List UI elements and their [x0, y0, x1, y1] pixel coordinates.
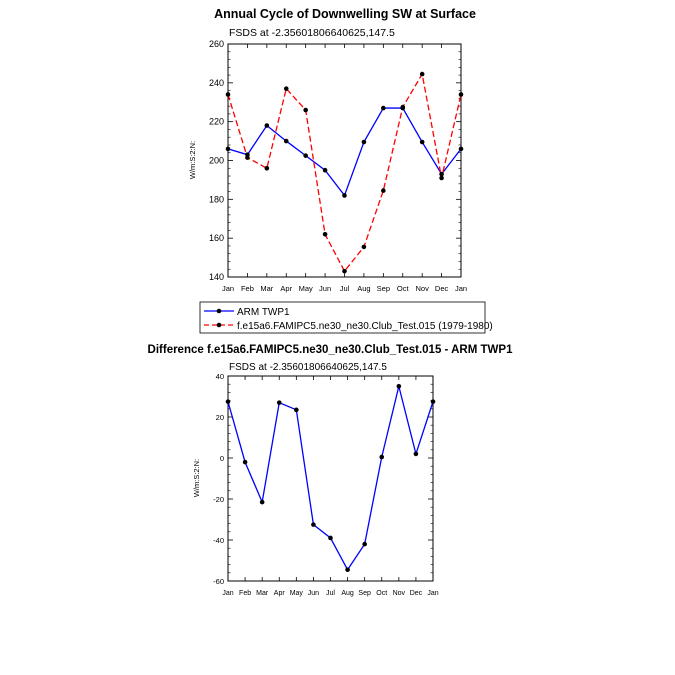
x-tick-label: May	[289, 590, 303, 597]
y-axis-label: W/m:S:2:N:	[192, 458, 201, 498]
data-point	[226, 399, 231, 404]
data-point	[328, 536, 333, 541]
x-tick-label: Apr	[273, 590, 285, 597]
data-point	[459, 92, 464, 97]
x-tick-label: Dec	[409, 590, 423, 597]
y-tick-label: -60	[213, 577, 224, 586]
data-point	[265, 166, 270, 171]
y-axis-label: W/m:S:2:N:	[188, 140, 197, 180]
chart-subtitle: FSDS at -2.35601806640625,147.5	[229, 27, 395, 39]
series-lines	[228, 74, 461, 271]
x-tick-label: Sep	[358, 590, 371, 597]
y-tick-label: 260	[208, 39, 224, 49]
y-tick-label: 20	[215, 413, 224, 422]
y-tick-label: 220	[208, 116, 224, 127]
legend-marker-arm	[217, 309, 222, 314]
y-tick-label: -20	[213, 495, 224, 504]
data-point	[265, 123, 270, 128]
x-tick-label: Aug	[341, 590, 354, 597]
axis-ticks	[209, 39, 467, 293]
y-tick-label: 160	[208, 233, 224, 244]
x-tick-label: Feb	[239, 590, 252, 597]
x-tick-label: Mar	[256, 590, 269, 597]
legend-label-arm: ARM TWP1	[237, 307, 290, 318]
data-point	[362, 140, 367, 145]
series-line-0	[228, 386, 433, 569]
data-point	[342, 269, 347, 274]
x-tick-label: Nov	[392, 590, 406, 597]
y-tick-label: 200	[208, 155, 224, 166]
x-tick-label: Jun	[307, 590, 320, 597]
data-point	[362, 245, 367, 250]
data-point	[397, 384, 402, 389]
series-points	[226, 72, 464, 274]
x-tick-label: Apr	[280, 284, 293, 293]
data-point	[243, 460, 248, 465]
x-tick-label: Jun	[319, 284, 332, 293]
data-point	[284, 86, 289, 91]
x-tick-label: Nov	[415, 284, 429, 293]
data-point	[303, 108, 308, 113]
data-point	[431, 399, 436, 404]
legend-marker-model	[217, 323, 222, 328]
legend	[200, 302, 493, 333]
data-point	[226, 147, 231, 152]
data-point	[284, 139, 289, 144]
axis-ticks	[213, 372, 439, 597]
y-tick-label: 0	[219, 454, 224, 463]
panel-annual-cycle	[188, 7, 476, 293]
data-point	[260, 500, 265, 505]
data-point	[311, 522, 316, 527]
series-line-1	[228, 74, 461, 271]
x-tick-label: Dec	[434, 284, 449, 293]
data-point	[323, 168, 328, 173]
x-tick-label: Jan	[454, 284, 468, 293]
plot-frame	[228, 44, 461, 277]
x-tick-label: Feb	[240, 284, 254, 293]
data-point	[245, 155, 250, 160]
x-tick-label: Aug	[357, 284, 371, 293]
data-point	[381, 106, 386, 111]
x-tick-label: Jan	[221, 284, 235, 293]
data-point	[459, 147, 464, 152]
data-point	[420, 140, 425, 145]
x-tick-label: Jul	[326, 590, 335, 597]
data-point	[439, 176, 444, 181]
x-tick-label: Jan	[427, 590, 439, 597]
data-point	[342, 193, 347, 198]
x-tick-label: Oct	[376, 590, 388, 597]
data-point	[345, 567, 350, 572]
data-point	[294, 408, 299, 413]
legend-label-model: f.e15a6.FAMIPC5.ne30_ne30.Club_Test.015 (1979-1980)	[237, 321, 493, 332]
y-tick-label: 240	[208, 77, 224, 88]
y-tick-label: 40	[215, 372, 224, 381]
data-point	[226, 92, 231, 97]
chart-title: Difference f.e15a6.FAMIPC5.ne30_ne30.Club_Test.015 - ARM TWP1	[147, 344, 513, 356]
data-point	[277, 400, 282, 405]
x-tick-label: Sep	[376, 284, 391, 293]
x-tick-label: Oct	[396, 284, 409, 293]
data-point	[381, 188, 386, 193]
y-tick-label: 180	[208, 194, 224, 205]
data-point	[303, 153, 308, 158]
series-points	[226, 384, 436, 572]
y-tick-label: 140	[208, 272, 224, 282]
data-point	[362, 542, 367, 547]
series-line-0	[228, 108, 461, 195]
data-point	[400, 105, 405, 110]
data-point	[414, 452, 419, 457]
series-lines	[228, 386, 433, 569]
plot-frame	[228, 376, 433, 581]
data-point	[420, 72, 425, 77]
data-point	[379, 455, 384, 460]
chart-subtitle: FSDS at -2.35601806640625,147.5	[229, 362, 387, 373]
x-tick-label: May	[298, 284, 313, 293]
chart-title: Annual Cycle of Downwelling SW at Surface	[214, 7, 476, 21]
y-tick-label: -40	[213, 536, 224, 545]
data-point	[323, 232, 328, 237]
panel-difference	[148, 344, 514, 597]
x-tick-label: Jul	[339, 284, 350, 293]
x-tick-label: Mar	[260, 284, 274, 293]
x-tick-label: Jan	[222, 590, 234, 597]
